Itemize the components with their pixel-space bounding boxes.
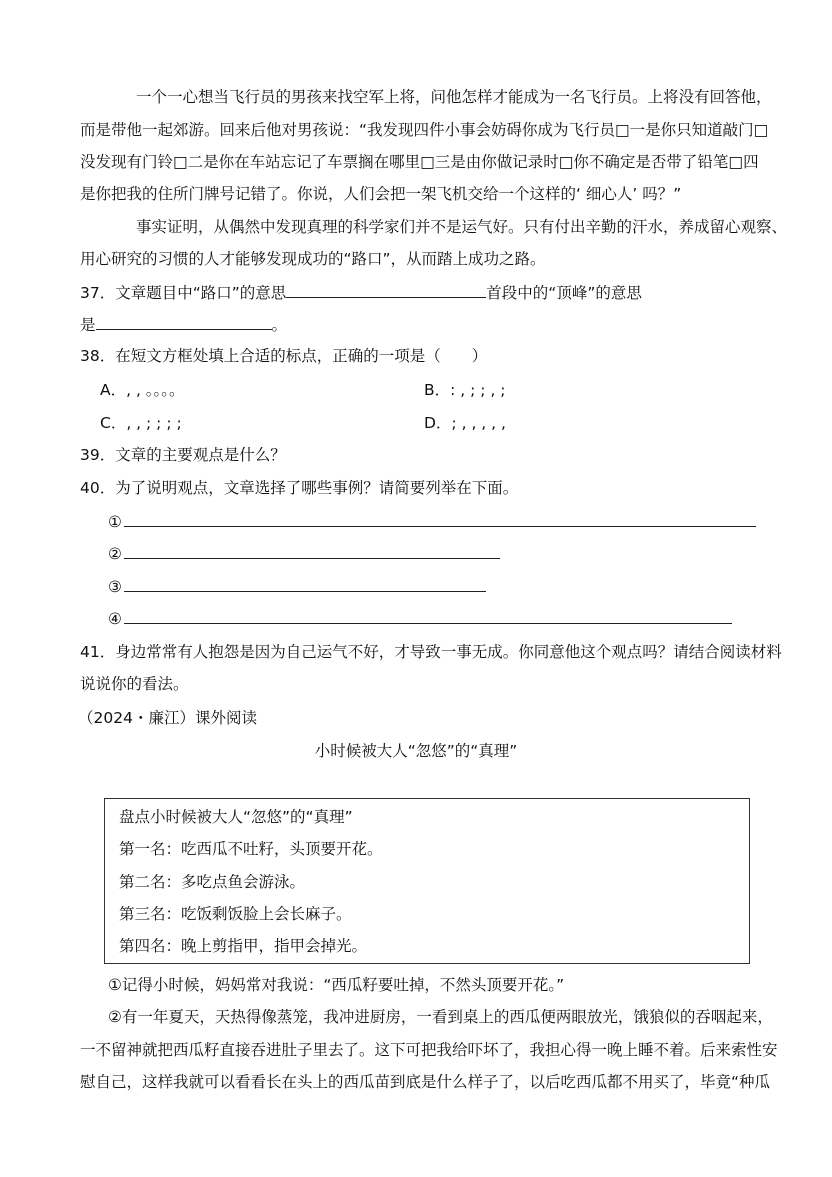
- question-37: [80, 281, 772, 304]
- circled-number: ②: [108, 545, 122, 563]
- box-item: 第二名：多吃点鱼会游泳。: [119, 873, 306, 891]
- question-40: 40．为了说明观点，文章选择了哪些事例？请简要列举在下面。: [80, 479, 519, 497]
- question-37-cont: [80, 313, 772, 336]
- question-37-text-c: 是: [80, 316, 96, 334]
- question-41-cont: 说说你的看法。: [80, 675, 189, 693]
- answer-line-2[interactable]: [108, 542, 500, 565]
- question-37-text: 37．文章题目中“路口”的意思: [80, 284, 287, 302]
- option-b[interactable]: B．: , ; ; , ;: [424, 381, 506, 399]
- box-item: 第四名：晚上剪指甲，指甲会掉光。: [119, 937, 368, 955]
- passage-line: 一个一心想当飞行员的男孩来找空军上将，问他怎样才能成为一名飞行员。上将没有回答他，: [136, 88, 772, 106]
- answer-rule[interactable]: [124, 575, 486, 592]
- question-39: 39．文章的主要观点是什么？: [80, 446, 286, 464]
- passage-line: 没发现有门铃□二是你在车站忘记了车票搁在哪里□三是由你做记录时□你不确定是否带了铅笔□四: [80, 153, 759, 171]
- option-c[interactable]: C．, , ; ; ; ;: [100, 414, 182, 432]
- passage-line: 而是带他一起郊游。回来后他对男孩说：“我发现四件小事会妨碍你成为飞行员□一是你只知道敲门□: [80, 121, 769, 139]
- circled-number: ①: [108, 513, 122, 531]
- question-37-text-d: 。: [271, 316, 288, 334]
- answer-rule[interactable]: [124, 542, 500, 559]
- box-heading: 盘点小时候被大人“忽悠”的“真理”: [119, 808, 353, 826]
- passage-line: 是你把我的住所门牌号记错了。你说，人们会把一架飞机交给一个这样的‘ 细心人’ 吗？”: [80, 185, 682, 203]
- passage-line: 事实证明，从偶然中发现真理的科学家们并不是运气好。只有付出辛勤的汗水，养成留心观察、: [136, 218, 788, 236]
- option-a[interactable]: A．, , 。。。。: [100, 381, 185, 399]
- answer-blank[interactable]: [96, 313, 272, 330]
- answer-line-4[interactable]: [108, 607, 732, 630]
- story-paragraph-2: ②有一年夏天，天热得像蒸笼，我冲进厨房，一看到桌上的西瓜便两眼放光，饿狼似的吞咽起来，: [108, 1008, 773, 1026]
- question-41: 41．身边常常有人抱怨是因为自己运气不好，才导致一事无成。你同意他这个观点吗？请结合阅读材料: [80, 643, 782, 661]
- circled-number: ④: [108, 610, 122, 628]
- summary-box: [104, 798, 750, 964]
- story-paragraph-1: ①记得小时候，妈妈常对我说：“西瓜籽要吐掉，不然头顶要开花。”: [108, 976, 565, 994]
- passage-line: 用心研究的习惯的人才能够发现成功的“路口”，从而踏上成功之路。: [80, 250, 546, 268]
- question-38: 38．在短文方框处填上合适的标点，正确的一项是（ ）: [80, 347, 488, 365]
- answer-line-1[interactable]: [108, 510, 756, 533]
- box-item: 第三名：吃饭剩饭脸上会长麻子。: [119, 905, 352, 923]
- option-d[interactable]: D．; , , , , ,: [424, 414, 506, 432]
- circled-number: ③: [108, 578, 122, 596]
- story-line: 慰自己，这样我就可以看看长在头上的西瓜苗到底是什么样子了，以后吃西瓜都不用买了，毕竟“种瓜: [80, 1073, 771, 1091]
- article-title: 小时候被大人“忽悠”的“真理”: [314, 742, 518, 760]
- box-item: 第一名：吃西瓜不吐籽，头顶要开花。: [119, 840, 383, 858]
- story-line: 一不留神就把西瓜籽直接吞进肚子里去了。这下可把我给吓坏了，我担心得一晚上睡不着。后来索性安: [80, 1041, 778, 1059]
- answer-line-3[interactable]: [108, 575, 486, 598]
- section-source: （2024・廉江）课外阅读: [78, 709, 257, 727]
- answer-rule[interactable]: [124, 607, 732, 624]
- question-37-text-b: 首段中的“顶峰”的意思: [486, 284, 642, 302]
- answer-rule[interactable]: [124, 510, 756, 527]
- answer-blank[interactable]: [286, 281, 486, 298]
